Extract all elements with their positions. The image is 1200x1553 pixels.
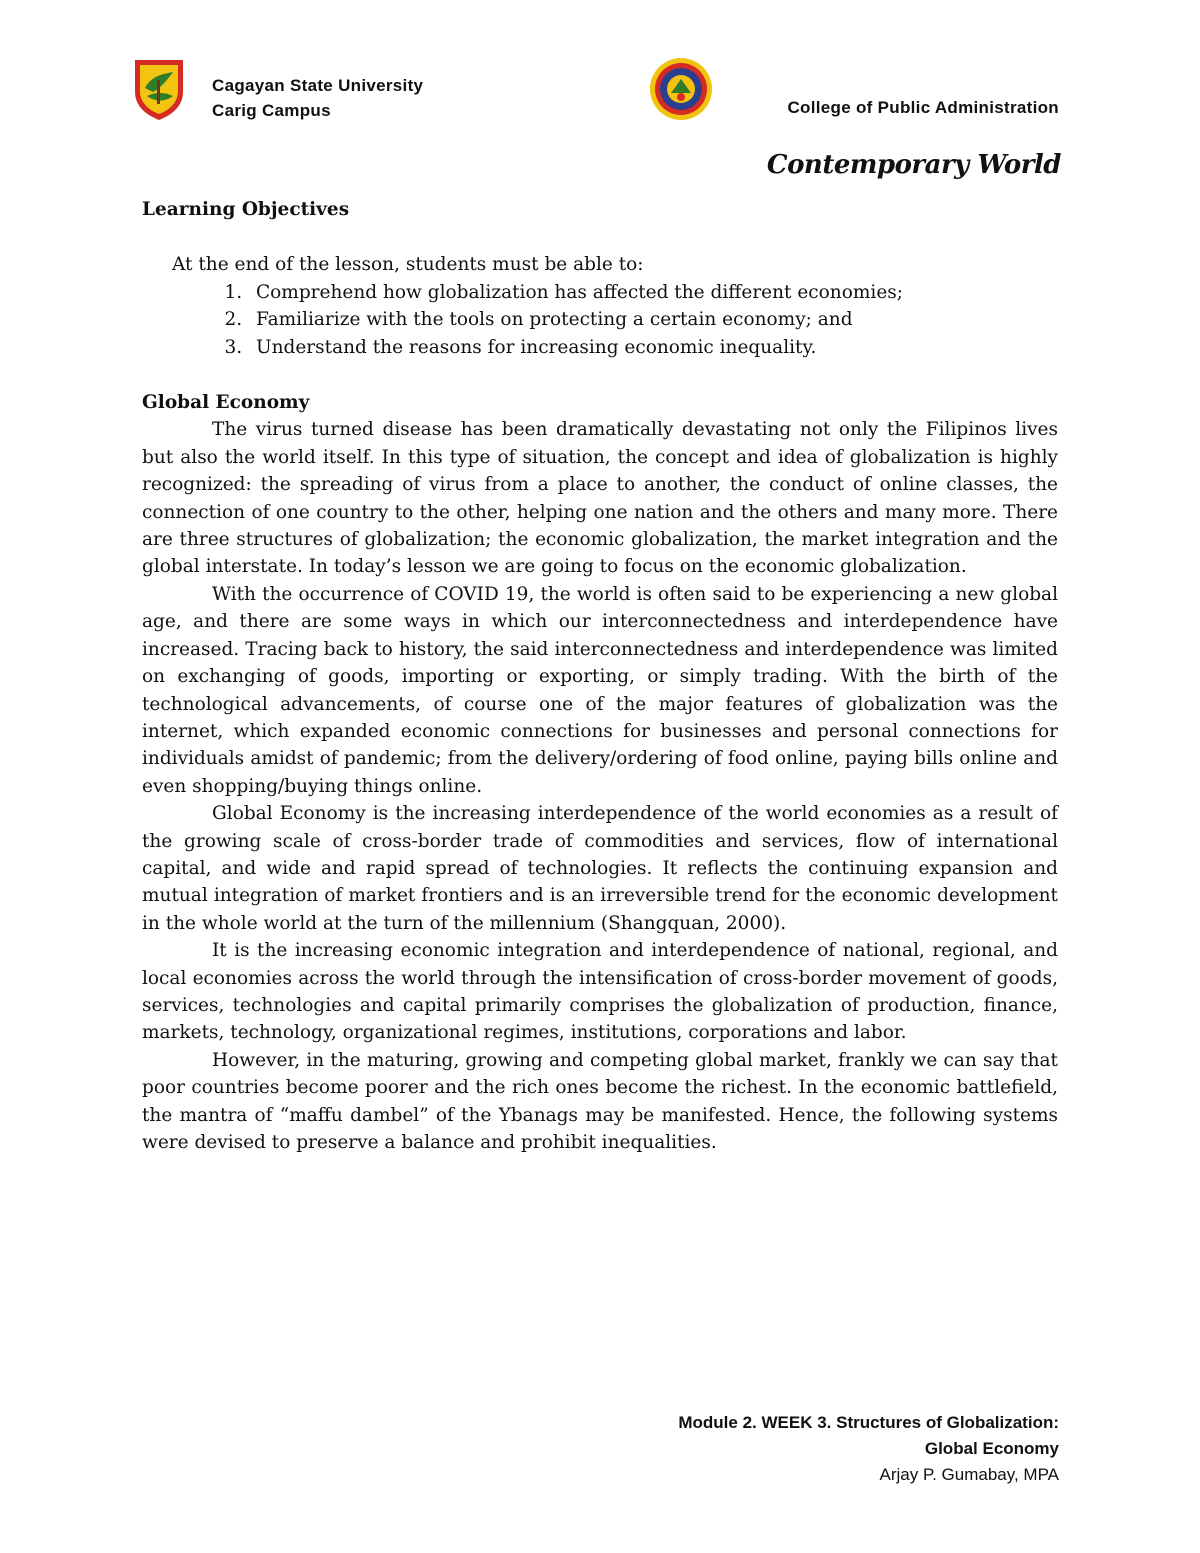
university-name-block [212,73,423,123]
document-header [0,0,1200,180]
footer-topic: Global Economy [924,1439,1059,1458]
objectives-heading: Learning Objectives [142,199,350,220]
body-paragraph: With the occurrence of COVID 19, the world is often said to be experiencing a new global age, and there are some ways in which our interconnectedness and interdependence have increased. Tracing back to history, the said interconnectedness and interdependence was limited on exchanging of goods, importing or exporting, or simply trading. With the birth of the technological advancements, of course one of the major features of globalization was the internet, which expanded economic connections for businesses and personal connections for individuals amidst of pandemic; from the delivery/ordering of food online, paying bills online and even shopping/buying things online. [142,583,1058,797]
college-name: College of Public Administration [787,98,1059,117]
footer-module: Module 2. WEEK 3. Structures of Globalization: [678,1413,1059,1432]
objective-item: 1. Comprehend how globalization has affected the different economies; [248,279,1058,306]
section-heading: Global Economy [142,392,310,414]
body-paragraph: The virus turned disease has been dramatically devastating not only the Filipinos lives but also the world itself. In this type of situation, the concept and idea of globalization is highly recognized: the spreading of virus from a place to another, the conduct of online classes, the connection of one country to the other, helping one nation and the others and many more. There are three structures of globalization; the economic globalization, the market integration and the global interstate. In today’s lesson we are going to focus on the economic globalization. [142,419,1058,578]
footer-author: Arjay P. Gumabay, MPA [879,1465,1059,1484]
document-body [142,196,1058,1156]
body-paragraph: It is the increasing economic integration and interdependence of national, regional, and local economies across the world through the intensification of cross-border movement of goods, services, technologies and capital primarily comprises the globalization of production, finance, markets, technology, organizational regimes, institutions, corporations and labor. [142,940,1058,1044]
subject-title: Contemporary World [766,150,1061,180]
campus-name: Carig Campus [212,101,331,120]
document-footer [678,1410,1059,1488]
body-paragraph: Global Economy is the increasing interdependence of the world economies as a result of the growing scale of cross-border trade of commodities and services, flow of international capital, and wide and rapid spread of technologies. It reflects the continuing expansion and mutual integration of market frontiers and is an irreversible trend for the economic development in the whole world at the turn of the millennium (Shangquan, 2000). [142,803,1058,934]
objectives-intro: At the end of the lesson, students must be able to: [172,254,644,276]
body-paragraph: However, in the maturing, growing and competing global market, frankly we can say that poor countries become poorer and the rich ones become the richest. In the economic battlefield, the mantra of “maffu dambel” of the Ybanags may be manifested. Hence, the following systems were devised to preserve a balance and prohibit inequalities. [142,1049,1058,1153]
college-seal-logo [649,57,713,121]
objectives-list [142,279,1058,361]
objective-item: 3. Understand the reasons for increasing economic inequality. [248,334,1058,361]
university-shield-logo [133,58,185,122]
objective-item: 2. Familiarize with the tools on protecting a certain economy; and [248,306,1058,333]
university-name: Cagayan State University [212,76,424,95]
